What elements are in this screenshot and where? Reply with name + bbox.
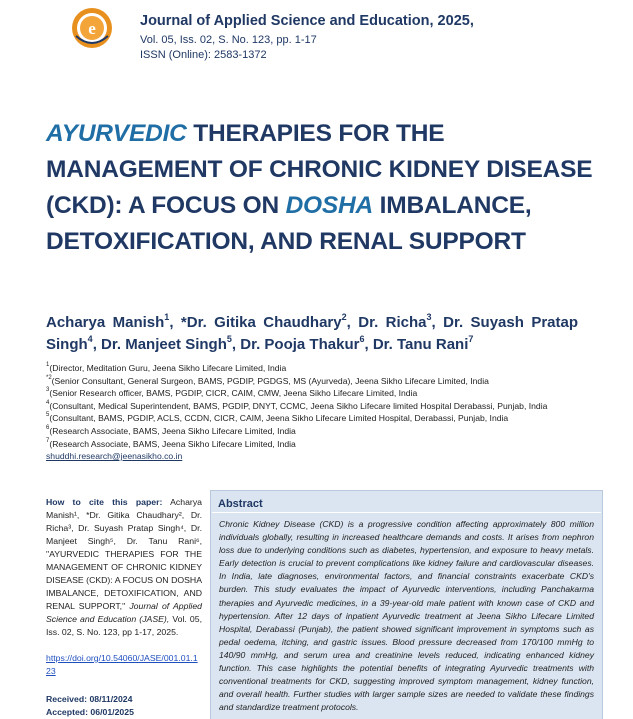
author-name: Dr. Manjeet Singh xyxy=(101,336,227,353)
affiliation-item: $^4$(Consultant, Medical Superintendent, BAMS, PGDIP, DNYT, CCMC, Jeena Sikho Lifecare limited Hospital Derabassi, Punjab, India xyxy=(46,399,548,411)
affiliation-item: $^7$(Research Associate, BAMS, Jeena Sikho Lifecare Limited, India xyxy=(46,437,296,449)
abstract-text: Chronic Kidney Disease (CKD) is a progressive condition affecting approximately 800 million individuals globally, resulting in increased healthcare demands and costs. It arises from nephron loss due to underlying conditions such as diabetes, hypertension, and exposure to heavy metals. Early detection is crucial to prevent complications like kidney failure and cardiovascular diseases. In India, late diagnoses, environmental factors, and financial constraints exacerbate CKD's burden. This study evaluates the impact of Ayurvedic interventions, including Panchakarma therapies and Ayurvedic medicines, in a 39-year-old male patient with known case of CKD and hypertension. After 12 days of inpatient Ayurvedic treatment at Jeena Sikho Lifecare Limited Hospital, Derabassi (Punjab), the patient showed significant improvement in symptoms such as pedal oedema, itching, and gastric issues. Blood pressure decreased from 170/100 mmHg to 140/90 mmHg, and serum urea and creatinine levels reduced, indicating enhanced kidney function. This case highlights the potential benefits of integrating Ayurvedic treatments with conventional treatments for CKD, suggesting improved symptom management, kidney function, and overall health. Further studies with larger sample sizes are needed to validate these findings and standardize treatment protocols. xyxy=(219,519,594,713)
author-name: Acharya Manish xyxy=(46,314,165,331)
author-name: *Dr. Gitika Chaudhary xyxy=(180,314,342,331)
logo-letter: e xyxy=(88,19,96,38)
affiliation-item: $^3$(Senior Research officer, BAMS, PGDIP, CICR, CAIM, CMW, Jeena Sikho Lifecare Limited, India xyxy=(46,387,418,399)
abstract-heading: Abstract xyxy=(218,498,263,510)
accepted-date: 06/01/2025 xyxy=(90,707,134,717)
abstract-divider xyxy=(212,512,601,513)
author-list: Acharya Manish$^1$, *Dr. Gitika Chaudhary$^2$, Dr. Richa$^3$, Dr. Suyash Pratap Singh$^4$, Dr. Manjeet Singh$^5$, Dr. Pooja Thakur$^6$, Dr. Tanu Rani$^7$ xyxy=(46,312,579,353)
citation-title: "AYURVEDIC THERAPIES FOR THE MANAGEMENT OF CHRONIC KIDNEY DISEASE (CKD): A FOCUS ON DOSHA IMBALANCE, DETOXIFICATION, AND RENAL SUPPORT," xyxy=(46,549,202,611)
author-name: Dr. Richa xyxy=(358,314,427,331)
citation-journal: Journal of Applied Science and Education (JASE), xyxy=(46,601,202,624)
author-name: Dr. Suyash Pratap Singh xyxy=(46,314,579,353)
received-date: 08/11/2024 xyxy=(89,694,133,704)
affiliation-item: $^5$(Consultant, BAMS, PGDIP, ACLS, CCDN, CICR, CAIM, Jeena Sikho Lifecare Limited Hospital, Derabassi, Punjab, India xyxy=(46,412,509,424)
journal-issn-line: ISSN (Online): 2583-1372 xyxy=(140,49,267,61)
journal-volume-line: Vol. 05, Iss. 02, S. No. 123, pp. 1-17 xyxy=(140,34,317,46)
contact-email-link[interactable]: shuddhi.research@jeenasikho.co.in xyxy=(46,451,183,462)
journal-logo-icon xyxy=(70,6,114,50)
title-part-main: THERAPIES FOR THE MANAGEMENT OF CHRONIC KIDNEY DISEASE (CKD): A FOCUS ON xyxy=(46,120,593,219)
affiliation-list xyxy=(46,362,606,463)
journal-title: Journal of Applied Science and Education, 2025, xyxy=(140,13,474,29)
author-name: Dr. Pooja Thakur xyxy=(240,336,360,353)
affiliation-item: $^{*2}$(Senior Consultant, General Surgeon, BAMS, PGDIP, PGDGS, MS (Ayurveda), Jeena Sikho Lifecare Limited, India xyxy=(46,374,489,386)
accepted-label: Accepted: xyxy=(46,707,88,717)
affiliation-item: $^1$(Director, Meditation Guru, Jeena Sikho Lifecare Limited, India xyxy=(46,362,287,373)
affiliation-item: $^6$(Research Associate, BAMS, Jeena Sikho Lifecare Limited, India xyxy=(46,424,296,436)
citation-label: How to cite this paper: xyxy=(46,497,163,507)
citation-volume: Vol. 05, Iss. 02, S. No. 123, pp 1-17, 2025. xyxy=(46,614,202,637)
title-part-ayurvedic: AYURVEDIC xyxy=(46,120,187,147)
citation-block xyxy=(46,496,202,678)
received-label: Received: xyxy=(46,694,88,704)
author-name: Dr. Tanu Rani xyxy=(372,336,469,353)
title-part-dosha: DOSHA xyxy=(285,192,374,219)
citation-authors: Acharya Manish¹, *Dr. Gitika Chaudhary², Dr. Richa³, Dr. Suyash Pratap Singh⁴, Dr. Manjeet Singh⁵, Dr. Tanu Rani⁶, xyxy=(46,497,202,546)
title-part-end: IMBALANCE, DETOXIFICATION, AND RENAL SUPPORT xyxy=(46,192,532,255)
article-title xyxy=(46,116,606,260)
article-dates xyxy=(46,693,134,719)
doi-link[interactable]: https://doi.org/10.54060/JASE/001.01.123 xyxy=(46,653,198,676)
